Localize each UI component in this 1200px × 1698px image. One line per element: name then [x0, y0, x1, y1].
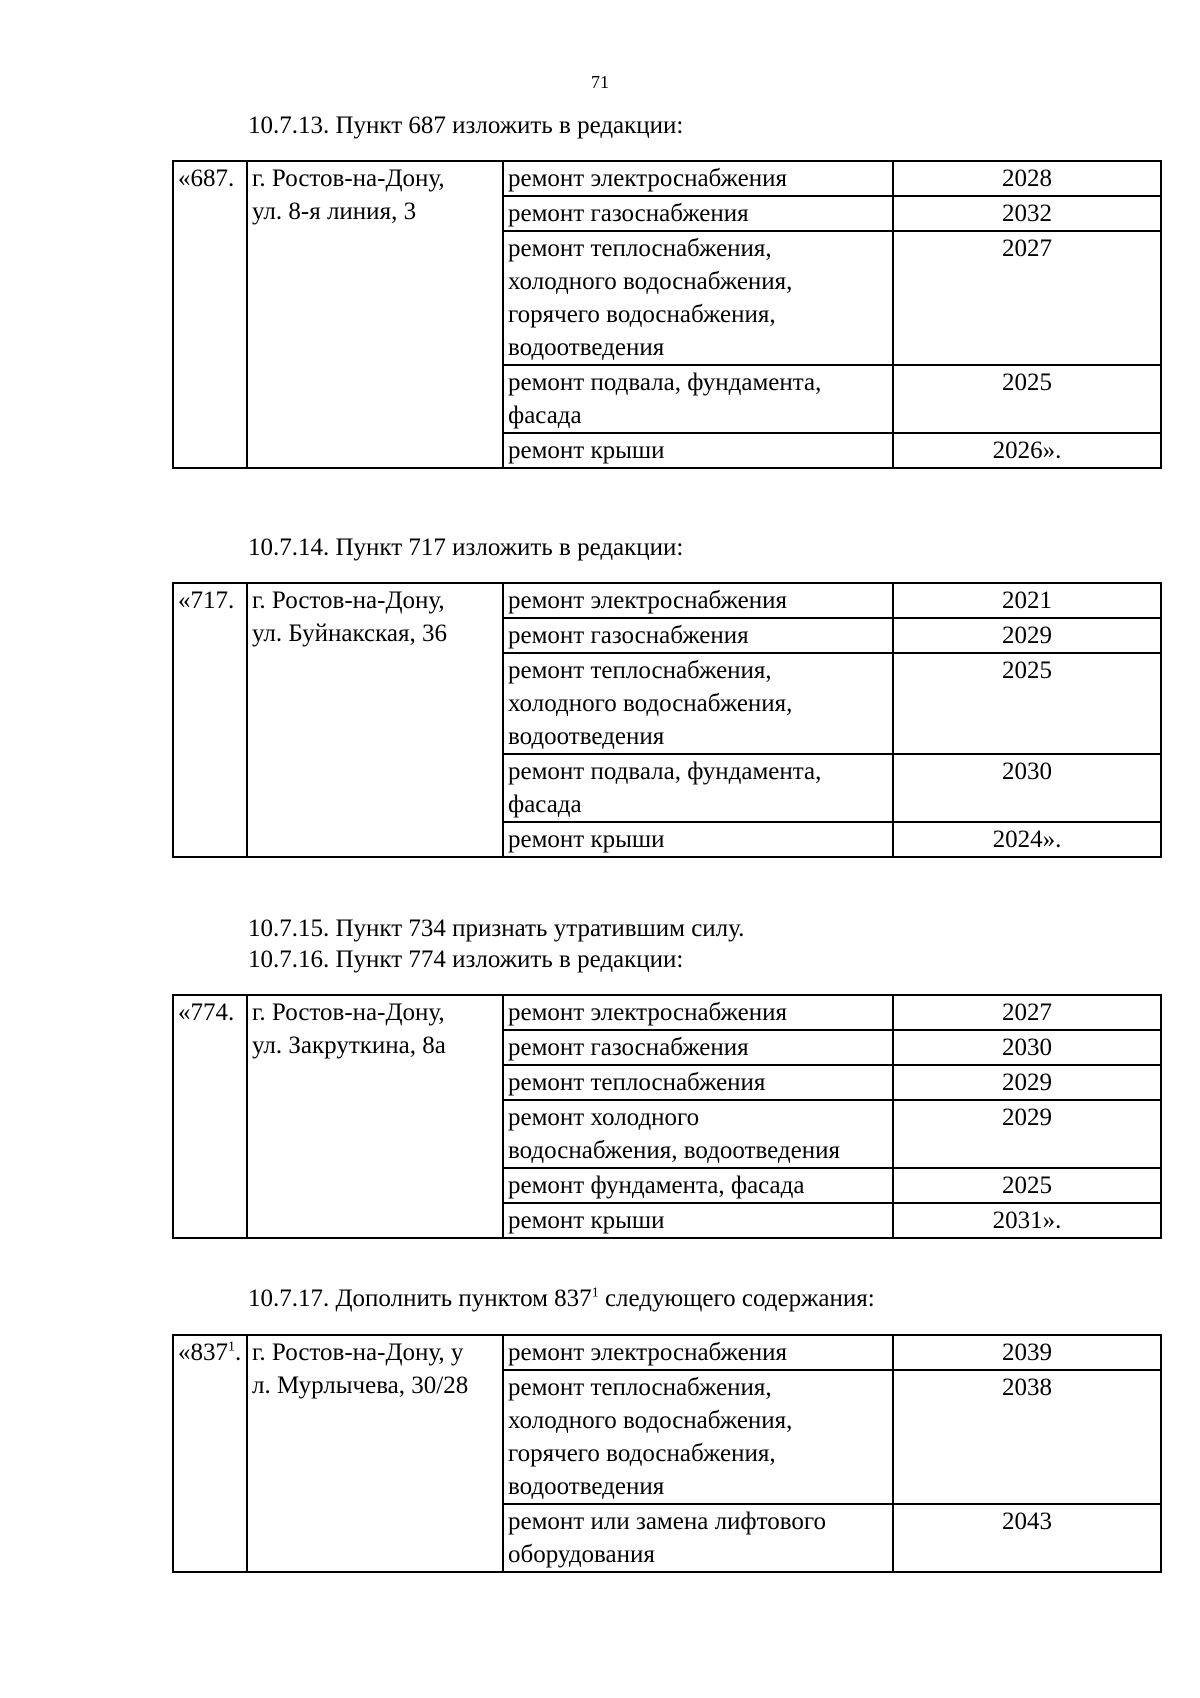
work-cell: ремонт электроснабжения: [503, 995, 893, 1030]
work-cell: ремонт теплоснабжения: [503, 1065, 893, 1100]
work-cell: ремонт крыши: [503, 1203, 893, 1238]
item-address: [247, 995, 503, 1238]
address-line: ул. Закруткина, 8а: [252, 1032, 446, 1059]
year-cell: 2025: [893, 365, 1161, 433]
year-cell: 2021: [893, 583, 1161, 618]
year-cell: 2025: [893, 653, 1161, 754]
year-cell: 2028: [893, 161, 1161, 196]
work-cell: ремонт газоснабжения: [503, 618, 893, 653]
year-cell: 2025: [893, 1168, 1161, 1203]
table-row: [173, 161, 1161, 196]
table-item-687: [172, 160, 1162, 469]
year-cell: 2043: [893, 1504, 1161, 1572]
year-cell: 2027: [893, 231, 1161, 365]
work-cell: ремонт газоснабжения: [503, 196, 893, 231]
year-cell: 2031».: [893, 1203, 1161, 1238]
year-cell: 2038: [893, 1370, 1161, 1504]
section-heading-717: 10.7.14. Пункт 717 изложить в редакции:: [248, 534, 684, 561]
year-cell: 2030: [893, 754, 1161, 822]
table-row: [173, 1335, 1161, 1370]
address-line: ул. Буйнакская, 36: [252, 620, 447, 647]
section-heading-687: 10.7.13. Пункт 687 изложить в редакции:: [248, 112, 684, 139]
section-heading-837-1: 10.7.17. Дополнить пунктом $837^1$ следующего содержания:: [248, 1285, 875, 1312]
address-line: ул. 8-я линия, 3: [252, 198, 417, 225]
year-cell: 2026».: [893, 433, 1161, 468]
table-item-774: [172, 994, 1162, 1239]
year-cell: 2030: [893, 1030, 1161, 1065]
item-number: «774.: [173, 995, 247, 1238]
year-cell: 2029: [893, 1100, 1161, 1168]
work-cell: ремонт электроснабжения: [503, 1335, 893, 1370]
work-cell: ремонт фундамента, фасада: [503, 1168, 893, 1203]
address-line: л. Мурлычева, 30/28: [252, 1372, 469, 1399]
work-cell: ремонт теплоснабжения, холодного водоснабжения, горячего водоснабжения, водоотведения: [503, 1370, 893, 1504]
item-address: [247, 583, 503, 857]
item-number: «687.: [173, 161, 247, 468]
work-cell: ремонт теплоснабжения, холодного водоснабжения, водоотведения: [503, 653, 893, 754]
address-line: г. Ростов-на-Дону, у: [252, 1339, 464, 1366]
work-cell: ремонт или замена лифтового оборудования: [503, 1504, 893, 1572]
section-heading-774: 10.7.16. Пункт 774 изложить в редакции:: [248, 946, 684, 973]
work-cell: ремонт подвала, фундамента, фасада: [503, 754, 893, 822]
table-row: [173, 583, 1161, 618]
work-cell: ремонт газоснабжения: [503, 1030, 893, 1065]
item-address: [247, 1335, 503, 1572]
section-heading-734: 10.7.15. Пункт 734 признать утратившим силу.: [248, 915, 745, 942]
address-line: г. Ростов-на-Дону,: [252, 165, 445, 192]
work-cell: ремонт электроснабжения: [503, 161, 893, 196]
work-cell: ремонт холодного водоснабжения, водоотведения: [503, 1100, 893, 1168]
work-cell: ремонт теплоснабжения, холодного водоснабжения, горячего водоснабжения, водоотведения: [503, 231, 893, 365]
address-line: г. Ростов-на-Дону,: [252, 587, 445, 614]
address-line: г. Ростов-на-Дону,: [252, 999, 445, 1026]
table-item-717: [172, 582, 1162, 858]
work-cell: ремонт подвала, фундамента, фасада: [503, 365, 893, 433]
page-number: 71: [591, 72, 609, 92]
item-address: [247, 161, 503, 468]
year-cell: 2029: [893, 618, 1161, 653]
item-number: «717.: [173, 583, 247, 857]
year-cell: 2039: [893, 1335, 1161, 1370]
work-cell: ремонт крыши: [503, 822, 893, 857]
work-cell: ремонт электроснабжения: [503, 583, 893, 618]
year-cell: 2029: [893, 1065, 1161, 1100]
year-cell: 2024».: [893, 822, 1161, 857]
item-number: «$837^1$.: [173, 1335, 247, 1572]
table-item-837-1: [172, 1334, 1162, 1573]
year-cell: 2027: [893, 995, 1161, 1030]
year-cell: 2032: [893, 196, 1161, 231]
work-cell: ремонт крыши: [503, 433, 893, 468]
table-row: [173, 995, 1161, 1030]
